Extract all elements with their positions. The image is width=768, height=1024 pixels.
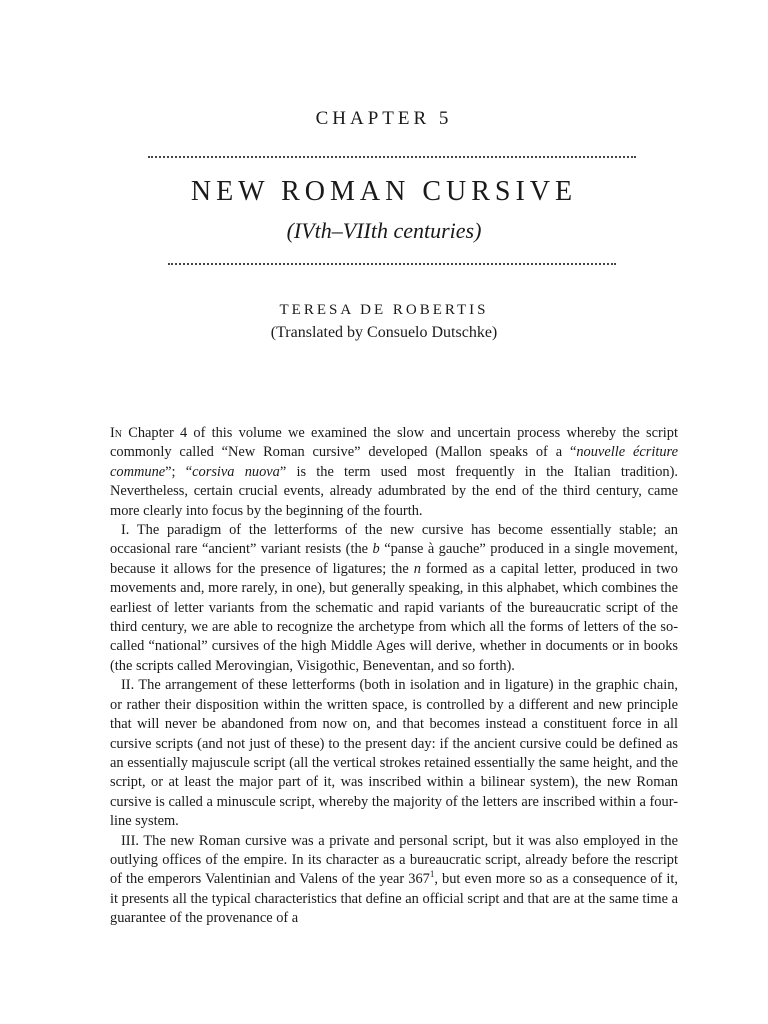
paragraph-text: ” is the term used most frequently in the Italian tradition). Nevertheless, certain crucial events, already adumbrated by the end of the third century, came more clearly into focus by the beginning of the fourth. xyxy=(110,463,678,519)
paragraph-text: Chapter 4 of this volume we examined the slow and uncertain process whereby the script commonly called “New Roman cursive” developed (Mallon speaks of a “ xyxy=(110,425,678,461)
italic-term: corsiva nuova xyxy=(192,463,280,480)
translator-credit: (Translated by Consuelo Dutschke) xyxy=(270,324,498,341)
italic-term: b xyxy=(372,541,380,558)
body-text xyxy=(110,424,678,929)
italic-term: n xyxy=(413,560,421,577)
paragraph-text: II. The arrangement of these letterforms (both in isolation and in ligature) in the graphic chain, or rather their disposition within the written space, is controlled by a different and new principle that will never be abandoned from now on, and that becomes instead a constituent force in all cursive scripts (and not just of these) to the present day: if the ancient cursive could be defined as an essentially majuscule script (all the vertical strokes retained essentially the same height, and the script, or at least the major part of it, was inscribed within a bilinear system), the new Roman cursive is called a minuscule script, whereby the majority of the letters are inscribed within a four-line system. xyxy=(110,677,678,830)
paragraph-point-1 xyxy=(110,521,678,676)
dropcap-word: In xyxy=(110,425,123,441)
chapter-title: NEW ROMAN CURSIVE xyxy=(190,176,578,207)
footnote-marker[interactable]: 1 xyxy=(429,869,435,880)
paragraph-text: I. The paradigm of the letterforms of the new cursive has become essentially stable; an occasional rare “ancient” variant resists (the xyxy=(110,522,678,558)
author-name: TERESA DE ROBERTIS xyxy=(279,302,489,318)
paragraph-text: III. The new Roman cursive was a private and personal script, but it was also employed in the outlying offices of the empire. In its character as a bureaucratic script, already before the rescript of the emperors Valentinian and Valens of the year 367 xyxy=(110,832,678,888)
chapter-subtitle: (IVth–VIIth centuries) xyxy=(286,218,482,243)
dotted-rule-top xyxy=(148,156,636,158)
italic-term: nouvelle écriture commune xyxy=(110,444,678,480)
paragraph-text: “panse à gauche” produced in a single movement, because it allows for the presence of ligatures; the xyxy=(110,541,678,577)
chapter-label: CHAPTER 5 xyxy=(315,108,453,129)
paragraph-point-3 xyxy=(110,832,678,929)
paragraph-intro xyxy=(110,424,678,521)
paragraph-text: ”; “ xyxy=(165,463,193,480)
paragraph-point-2 xyxy=(110,676,678,831)
paragraph-text: formed as a capital letter, produced in two movements and, more rarely, in one), but generally speaking, in this alphabet, which combines the earliest of letter variants from the schematic and rapid variants of the bureaucratic script of the third century, we are able to recognize the archetype from which all the forms of letters of the so-called “national” cursives of the high Middle Ages will derive, whether in documents or in books (the scripts called Merovingian, Visigothic, Beneventan, and so forth). xyxy=(110,560,678,674)
dotted-rule-bottom xyxy=(168,263,616,265)
paragraph-text: , but even more so as a consequence of it, it presents all the typical characteristics that define an official script and that are at the same time a guarantee of the provenance of a xyxy=(110,871,678,927)
